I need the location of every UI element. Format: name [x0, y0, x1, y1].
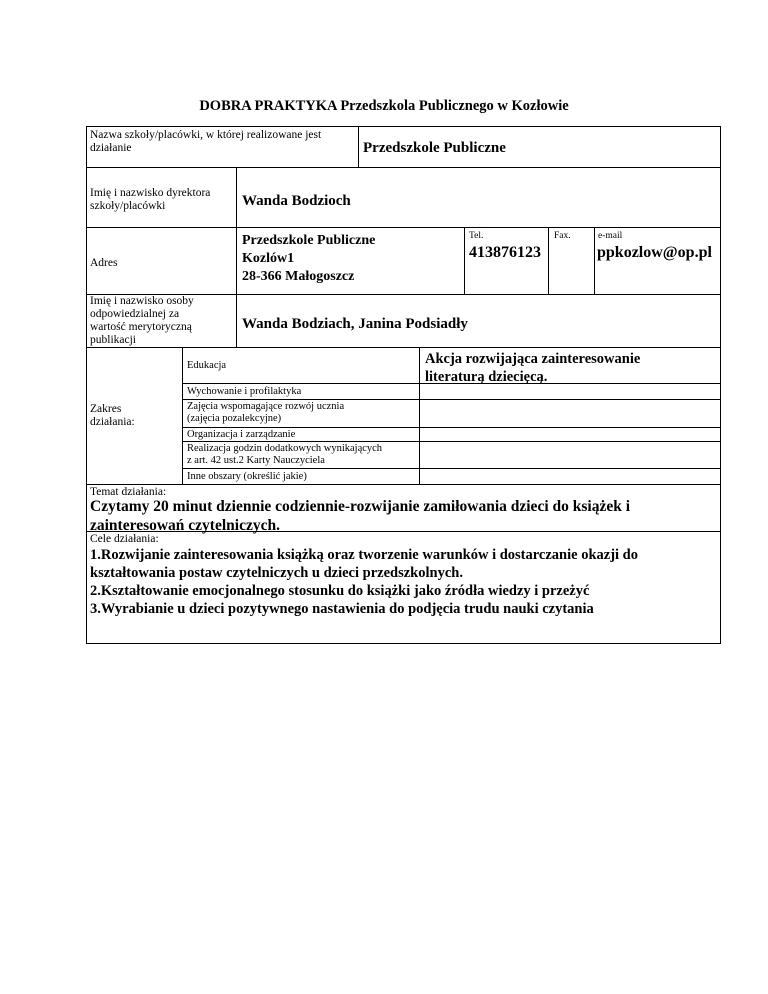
scope-zajecia — [187, 401, 344, 425]
realizacja-line2: z art. 42 ust.2 Karty Nauczyciela — [187, 455, 325, 466]
address-line2: Kozlów1 — [242, 251, 295, 266]
scope-label — [90, 403, 135, 429]
responsible-label-line3: wartość merytoryczną — [90, 321, 192, 333]
school-name-label-line1: Nazwa szkoły/placówki, w której realizowane jest — [90, 129, 322, 141]
fax-label: Fax. — [554, 231, 571, 241]
topic-label: Temat działania: — [90, 486, 167, 498]
scope-label-line1: Zakres — [90, 403, 122, 415]
title-bold: DOBRA PRAKTYKA — [199, 98, 337, 114]
responsible-value: Wanda Bodziach, Janina Podsiadły — [242, 316, 468, 332]
topic-line2: zainteresowań czytelniczych. — [90, 517, 280, 534]
goals-line1: 1.Rozwijanie zainteresowania książką oraz tworzenie warunków i dostarczanie okazji do — [90, 547, 638, 563]
address-line3: 28-366 Małogoszcz — [242, 269, 355, 284]
tel-value: 413876123 — [469, 244, 541, 261]
scope-wychowanie: Wychowanie i profilaktyka — [187, 386, 302, 397]
director-label — [90, 187, 235, 213]
goals-line2: kształtowania postaw czytelniczych u dzieci przedszkolnych. — [90, 565, 463, 581]
zajecia-line2: (zajęcia pozalekcyjne) — [187, 413, 282, 424]
edukacja-value-line1: Akcja rozwijająca zainteresowanie — [425, 351, 641, 367]
school-name-value: Przedszkole Publiczne — [363, 140, 506, 156]
zajecia-line1: Zajęcia wspomagające rozwój ucznia — [187, 401, 345, 412]
goals-line4: 3.Wyrabianie u dzieci pozytywnego nastawienia do podjęcia trudu nauki czytania — [90, 601, 594, 617]
goals-value — [90, 546, 638, 618]
scope-label-line2: działania: — [90, 416, 135, 428]
topic-line1: Czytamy 20 minut dziennie codziennie-rozwijanie zamiłowania dzieci do książek i — [90, 498, 631, 515]
document-title — [0, 98, 768, 115]
director-label-line1: Imię i nazwisko dyrektora — [90, 187, 211, 199]
school-name-label — [90, 129, 358, 155]
responsible-label — [90, 295, 235, 347]
realizacja-line1: Realizacja godzin dodatkowych wynikających — [187, 443, 383, 454]
scope-inne: Inne obszary (określić jakie) — [187, 471, 307, 482]
scope-edukacja-value — [425, 350, 640, 386]
scope-realizacja — [187, 443, 382, 467]
tel-label: Tel. — [469, 231, 484, 241]
goals-label: Cele działania: — [90, 533, 159, 545]
director-value: Wanda Bodzioch — [242, 193, 351, 209]
goals-line3: 2.Kształtowanie emocjonalnego stosunku do książki jako źródła wiedzy i przeżyć — [90, 583, 590, 599]
email-label: e-mail — [598, 231, 623, 241]
school-name-label-line2: działanie — [90, 142, 132, 154]
address-label: Adres — [90, 257, 118, 269]
email-value: ppkozlow@op.pl — [597, 244, 712, 261]
responsible-label-line2: odpowiedzialnej za — [90, 308, 180, 320]
responsible-label-line4: publikacji — [90, 334, 136, 346]
scope-organizacja: Organizacja i zarządzanie — [187, 429, 296, 440]
edukacja-value-line2: literaturą dziecięcą. — [425, 369, 548, 385]
responsible-label-line1: Imię i nazwisko osoby — [90, 295, 194, 307]
title-rest: Przedszkola Publicznego w Kozłowie — [336, 98, 569, 114]
address-line1: Przedszkole Publiczne — [242, 233, 376, 248]
scope-edukacja: Edukacja — [187, 360, 227, 371]
address-value — [242, 232, 375, 286]
director-label-line2: szkoły/placówki — [90, 200, 166, 212]
topic-value — [90, 497, 630, 535]
